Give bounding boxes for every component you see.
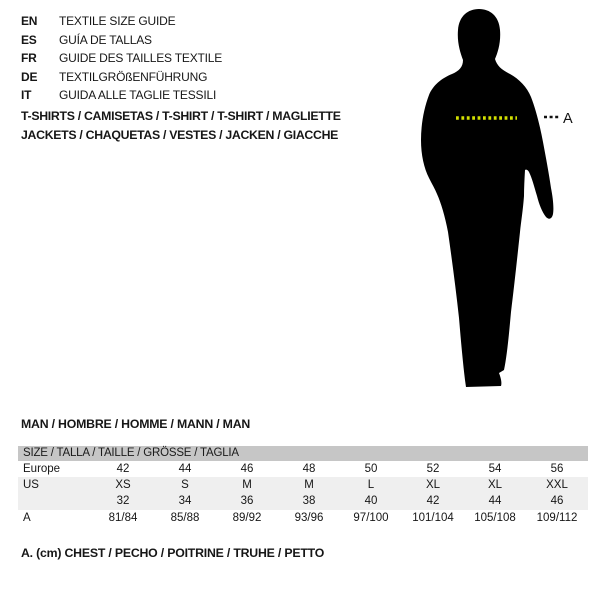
size-cell: 34 <box>178 495 192 508</box>
language-title: GUÍA DE TALLAS <box>59 32 152 47</box>
size-cell: 109/112 <box>536 511 578 524</box>
man-silhouette <box>421 9 553 387</box>
category-jackets: JACKETS / CHAQUETAS / VESTES / JACKEN / GIACCHE <box>21 127 339 142</box>
measure-label-a: A <box>563 111 573 127</box>
size-cell: 42 <box>426 495 440 508</box>
size-table-header: SIZE / TALLA / TAILLE / GRÖSSE / TAGLIA <box>18 446 588 461</box>
row-label: Europe <box>23 463 61 476</box>
size-cell: M <box>304 479 314 492</box>
size-cell: XS <box>115 479 131 492</box>
size-cell: 44 <box>178 463 192 476</box>
size-cell: 48 <box>302 463 316 476</box>
size-cell: M <box>242 479 252 492</box>
size-cell: 36 <box>240 495 254 508</box>
size-cell: 42 <box>116 463 130 476</box>
size-table <box>18 446 588 526</box>
size-cell: 97/100 <box>353 511 389 524</box>
size-cell: 89/92 <box>232 511 262 524</box>
table-row-us <box>18 477 588 493</box>
language-code: DE <box>21 69 38 84</box>
row-label: US <box>23 479 39 492</box>
size-cell: 105/108 <box>474 511 516 524</box>
table-row-us-numeric <box>18 493 588 509</box>
language-title: TEXTILGRÖßENFÜHRUNG <box>59 69 208 84</box>
size-cell: 85/88 <box>170 511 200 524</box>
table-row-chest-measure <box>18 510 588 526</box>
language-title: GUIDA ALLE TAGLIE TESSILI <box>59 88 217 103</box>
size-cell: 56 <box>550 463 564 476</box>
size-cell: 32 <box>116 495 130 508</box>
size-cell: 46 <box>550 495 564 508</box>
size-cell: 46 <box>240 463 254 476</box>
language-code: IT <box>21 88 32 103</box>
size-cell: XL <box>487 479 503 492</box>
size-cell: 52 <box>426 463 440 476</box>
table-row-europe <box>18 461 588 477</box>
category-tshirts: T-SHIRTS / CAMISETAS / T-SHIRT / T-SHIRT / MAGLIETTE <box>21 109 341 123</box>
size-cell: 101/104 <box>412 511 454 524</box>
measure-footnote: A. (cm) CHEST / PECHO / POITRINE / TRUHE / PETTO <box>21 546 325 560</box>
size-cell: 40 <box>364 495 378 508</box>
size-cell: L <box>367 479 375 492</box>
size-cell: 50 <box>364 463 378 476</box>
row-label: A <box>23 511 31 524</box>
size-cell: XL <box>425 479 441 492</box>
size-cell: 44 <box>488 495 502 508</box>
size-cell: S <box>181 479 189 492</box>
size-cell: XXL <box>546 479 568 492</box>
language-code: ES <box>21 32 37 47</box>
section-title-man: MAN / HOMBRE / HOMME / MANN / MAN <box>21 417 251 431</box>
size-cell: 54 <box>488 463 502 476</box>
size-cell: 38 <box>302 495 316 508</box>
size-cell: 81/84 <box>108 511 138 524</box>
language-title: GUIDE DES TAILLES TEXTILE <box>59 51 223 66</box>
language-code: EN <box>21 14 38 29</box>
language-code: FR <box>21 51 37 66</box>
language-title: TEXTILE SIZE GUIDE <box>59 14 176 29</box>
size-cell: 93/96 <box>294 511 324 524</box>
